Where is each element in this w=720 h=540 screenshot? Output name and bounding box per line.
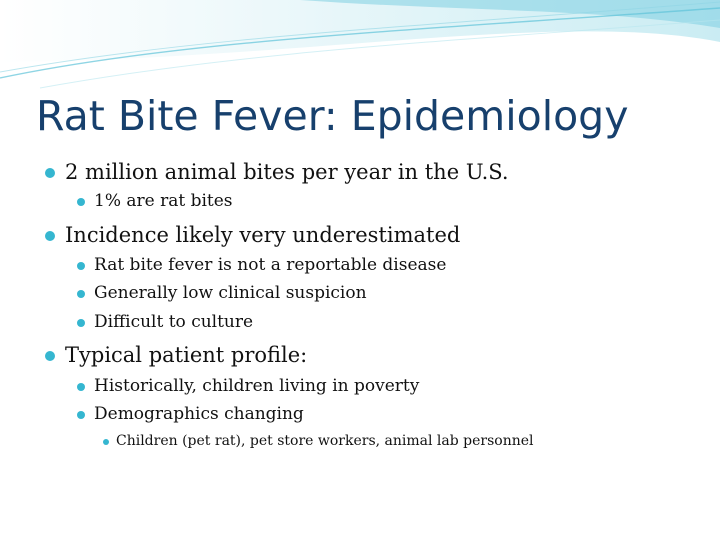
bullet-text: Generally low clinical suspicion — [94, 283, 367, 303]
bullet-item — [65, 221, 460, 249]
bullet-text: 2 million animal bites per year in the U.S. — [65, 160, 509, 184]
sub-bullet-item — [94, 403, 304, 425]
bullet-text: Rat bite fever is not a reportable disease — [94, 255, 447, 275]
bullet-dot-icon — [77, 262, 85, 270]
sub-sub-bullet-item — [116, 432, 534, 450]
bullet-dot-icon — [77, 290, 85, 298]
bullet-dot-icon — [45, 168, 55, 178]
bullet-dot-icon — [77, 198, 85, 206]
bullet-text: Historically, children living in poverty — [94, 376, 420, 396]
bullet-dot-icon — [45, 351, 55, 361]
sub-bullet-item — [94, 254, 446, 276]
sub-bullet-item — [94, 375, 419, 397]
sub-bullet-item — [94, 282, 367, 304]
bullet-dot-icon — [77, 411, 85, 419]
bullet-dot-icon — [45, 231, 55, 241]
bullet-dot-icon — [77, 383, 85, 391]
bullet-text: Demographics changing — [94, 404, 304, 424]
sub-bullet-item — [94, 311, 253, 333]
bullet-text: Children (pet rat), pet store workers, animal lab personnel — [116, 433, 534, 449]
bullet-dot-icon — [103, 439, 109, 445]
bullet-item — [65, 341, 307, 369]
bullet-text: 1% are rat bites — [94, 191, 233, 211]
bullet-text: Typical patient profile: — [65, 343, 308, 367]
slide-title: Rat Bite Fever: Epidemiology — [36, 92, 629, 140]
bullet-text: Difficult to culture — [94, 312, 254, 332]
bullet-dot-icon — [77, 319, 85, 327]
sub-bullet-item — [94, 190, 233, 212]
bullet-text: Incidence likely very underestimated — [65, 223, 461, 247]
bullet-item — [65, 158, 509, 186]
